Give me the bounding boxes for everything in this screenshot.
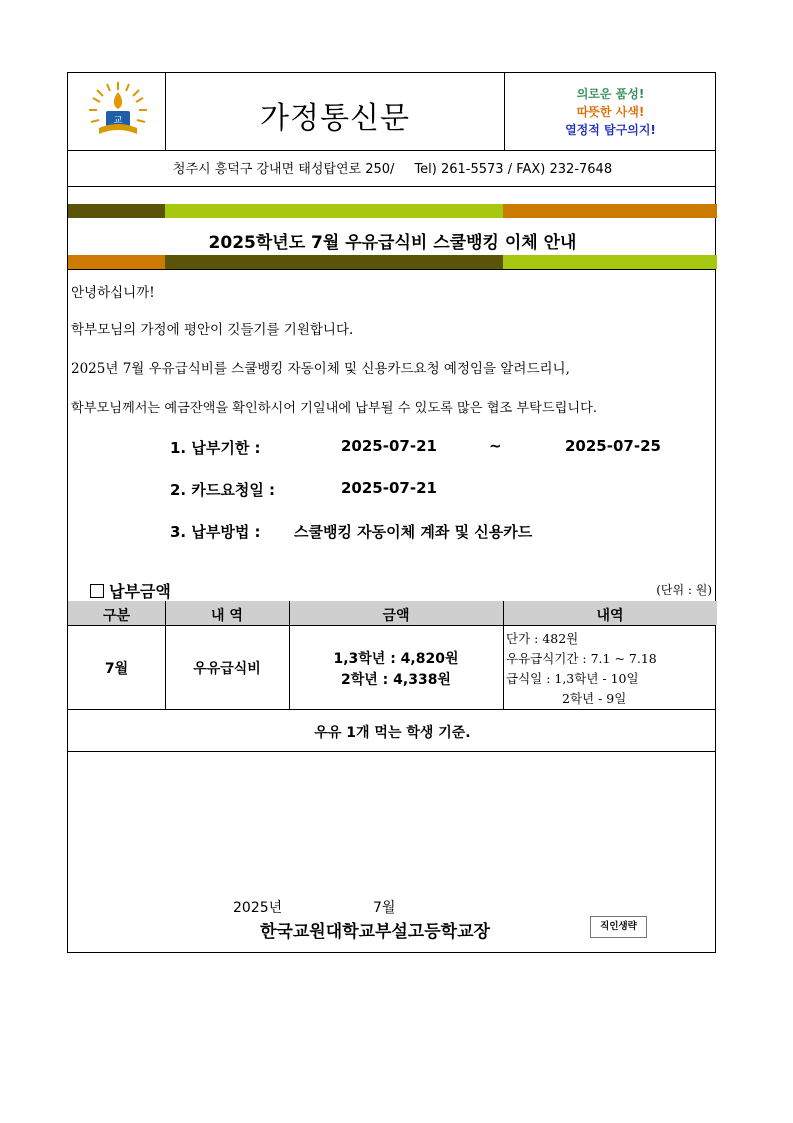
- greeting-text: 안녕하십니까!: [71, 285, 155, 301]
- phone-fax: Tel) 261-5573 / FAX) 232-7648: [414, 162, 613, 177]
- newsletter-page: [67, 72, 716, 953]
- detail-period: 우유급식기간 : 7.1 ~ 7.18: [506, 651, 657, 666]
- row-item: 우유급식비: [193, 661, 261, 677]
- divider-bar: [68, 255, 165, 269]
- divider-bar: [503, 255, 717, 269]
- unit-label: (단위 : 원): [656, 583, 712, 597]
- principal-signature: 한국교원대학교부설고등학교장: [260, 922, 490, 942]
- slogan-line-2: 따뜻한 사색!: [576, 105, 645, 119]
- payment-method-value: 스쿨뱅킹 자동이체 계좌 및 신용카드: [294, 523, 533, 541]
- payment-period-end: 2025-07-25: [565, 437, 661, 455]
- detail-days-grade2: 2학년 - 9일: [562, 691, 627, 706]
- row-month: 7월: [104, 661, 129, 677]
- divider-bar: [68, 204, 165, 218]
- seal-omitted-stamp: 직인생략: [590, 916, 647, 938]
- payment-section-heading: 납부금액: [90, 579, 171, 602]
- payment-method-label: 3. 납부방법 :: [170, 523, 261, 541]
- card-request-label: 2. 카드요청일 :: [170, 481, 276, 499]
- page-title: 가정통신문: [260, 101, 410, 136]
- notice-title: 2025학년도 7월 우유급식비 스쿨뱅킹 이체 안내: [208, 233, 577, 253]
- contact-info: [68, 158, 717, 177]
- body-paragraph: 학부모님의 가정에 평안이 깃들기를 기원합니다.: [71, 322, 354, 338]
- slogan-line-1: 의로운 품성!: [576, 87, 645, 101]
- svg-text:교: 교: [113, 116, 123, 126]
- checkbox-icon: [90, 584, 104, 598]
- payment-period-separator: ~: [489, 437, 502, 455]
- row-amount-grade13: 1,3학년 : 4,820원: [333, 651, 459, 667]
- issue-month: 7월: [373, 900, 396, 916]
- body-paragraph: 학부모님께서는 예금잔액을 확인하시어 기일내에 납부될 수 있도록 많은 협조 부탁드립니다.: [71, 401, 598, 416]
- payment-period-start: 2025-07-21: [341, 437, 437, 455]
- table-header-details: 내역: [596, 608, 624, 624]
- payment-period-label: 1. 납부기한 :: [170, 439, 261, 457]
- divider-bar: [503, 204, 717, 218]
- card-request-date: 2025-07-21: [341, 479, 437, 497]
- divider-bar: [165, 255, 503, 269]
- issue-year: 2025년: [233, 900, 283, 916]
- detail-days-grade13: 급식일 : 1,3학년 - 10일: [506, 671, 639, 686]
- slogan-line-3: 열정적 탐구의지!: [565, 123, 656, 137]
- divider-bar: [165, 204, 503, 218]
- table-header-category: 구분: [102, 608, 131, 624]
- school-logo: [85, 78, 151, 144]
- table-header-amount: 금액: [382, 608, 410, 624]
- row-amount-grade2: 2학년 : 4,338원: [341, 672, 451, 688]
- body-paragraph: 2025년 7월 우유급식비를 스쿨뱅킹 자동이체 및 신용카드요청 예정임을 알려드리니,: [71, 361, 570, 377]
- table-header-item: 내 역: [211, 608, 243, 624]
- address: 청주시 흥덕구 강내면 태성탑연로 250/: [172, 162, 395, 177]
- table-note: 우유 1개 먹는 학생 기준.: [314, 725, 471, 741]
- detail-unit-price: 단가 : 482원: [506, 631, 579, 646]
